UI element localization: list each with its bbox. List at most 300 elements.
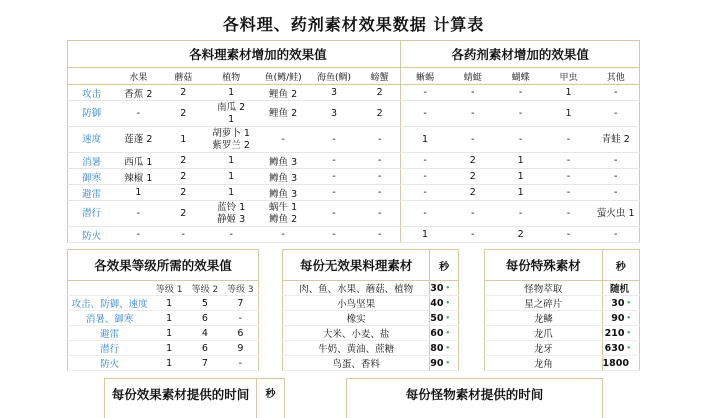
effect-cell — [359, 85, 401, 101]
material-seconds — [602, 341, 639, 356]
effect-cell — [359, 127, 401, 153]
column-header: 蝴蝶 — [497, 68, 545, 85]
material-row — [485, 356, 640, 371]
effect-cell-line: - — [229, 229, 233, 240]
effect-cell-line: - — [136, 229, 141, 240]
effect-cell-line: - — [566, 187, 571, 198]
column-header: 蘑菇 — [161, 68, 205, 85]
effect-cell-line: - — [423, 187, 427, 198]
effect-cell-line: 1 — [135, 187, 142, 198]
seconds-value: 210 • — [605, 328, 629, 339]
level-header: 等级 2 — [187, 281, 223, 296]
effect-cell — [359, 201, 401, 227]
effect-cell-line: 蜗牛 1 — [269, 201, 298, 213]
effect-cell — [115, 169, 161, 185]
effect-cell — [161, 153, 205, 169]
material-name: 肉、鱼、水果、蘑菇、植物 — [283, 281, 430, 296]
material-name: 大米、小麦、盐 — [283, 326, 430, 341]
effect-time-table-header — [104, 378, 285, 418]
column-header: 植物 — [205, 68, 257, 85]
effect-cell — [309, 85, 359, 101]
level-row-label: 消暑、御寒 — [68, 311, 152, 326]
effect-cell — [401, 127, 449, 153]
effect-cell — [545, 185, 593, 201]
effect-cell — [545, 101, 593, 127]
effect-time-title: 每份效果素材提供的时间 — [111, 387, 250, 402]
effect-cell-line: - — [470, 207, 475, 219]
level-value: - — [223, 356, 259, 371]
effect-cell-line: 静姬 3 — [217, 213, 246, 225]
effect-cell-line: - — [332, 171, 336, 182]
column-header: 蜥蜴 — [401, 68, 449, 85]
effect-cell-line: 鳟鱼 3 — [269, 156, 298, 168]
level-header: 等级 1 — [151, 281, 187, 296]
seconds-value: 60 • — [430, 328, 448, 339]
effect-cell-line: - — [566, 229, 571, 240]
effect-cell — [257, 201, 309, 227]
effect-cell — [205, 169, 257, 185]
material-seconds — [602, 281, 639, 296]
level-row — [68, 296, 259, 311]
effect-cell-line: - — [332, 133, 336, 145]
effect-cell-line: - — [423, 171, 427, 182]
level-value: 7 — [187, 356, 223, 371]
material-name: 星之碎片 — [485, 296, 603, 311]
material-row — [485, 311, 640, 326]
effect-cell — [497, 101, 545, 127]
effect-cell — [497, 201, 545, 227]
effect-cell-line: - — [518, 207, 523, 219]
effect-cell-line: 1 — [180, 133, 187, 145]
effect-cell-line: - — [566, 171, 571, 182]
level-row-label: 攻击、防御、速度 — [68, 296, 152, 311]
effect-cell-line: - — [377, 229, 382, 240]
effect-cell-line: - — [332, 187, 336, 198]
effect-row — [68, 201, 640, 227]
effect-cell — [161, 127, 205, 153]
effect-cell-line: 1 — [228, 187, 235, 198]
column-header: 蜻蜓 — [449, 68, 497, 85]
effect-cell-line: - — [470, 87, 475, 98]
effect-row — [68, 169, 640, 185]
level-row — [68, 326, 259, 341]
effect-cell-line: - — [423, 155, 427, 166]
effect-cell — [161, 201, 205, 227]
material-name: 橡实 — [283, 311, 430, 326]
material-name: 怪物萃取 — [485, 281, 603, 296]
column-header: 水果 — [115, 68, 161, 85]
column-header: 海鱼(鲷) — [309, 68, 359, 85]
effect-cell-line: 萤火虫 1 — [596, 207, 635, 219]
seconds-unit-header: 秒 — [256, 379, 284, 418]
seconds-value: 随机 — [609, 284, 629, 295]
effect-cell — [257, 169, 309, 185]
effect-row — [68, 85, 640, 101]
effect-cell — [449, 101, 497, 127]
effect-cell — [359, 185, 401, 201]
effect-cell-line: 1 — [517, 187, 524, 198]
effect-cell-line: 1 — [228, 171, 235, 182]
level-value: 1 — [151, 341, 187, 356]
effect-cell — [205, 85, 257, 101]
effect-cell-line: - — [332, 155, 336, 166]
effect-cell — [205, 153, 257, 169]
material-seconds — [430, 326, 459, 341]
effect-row — [68, 127, 640, 153]
effect-cell-line: 2 — [180, 155, 187, 166]
seconds-value: 30 • — [430, 283, 448, 294]
effect-cell — [497, 169, 545, 185]
effect-cell — [309, 169, 359, 185]
effect-cell-line: - — [614, 87, 618, 98]
effect-row-label: 御寒 — [68, 169, 116, 185]
material-row — [485, 281, 640, 296]
effect-cell — [497, 127, 545, 153]
level-value: 5 — [187, 296, 223, 311]
effect-cell-line: 2 — [469, 171, 476, 182]
level-row-label: 避雷 — [68, 326, 152, 341]
effect-cell-line: - — [281, 133, 285, 145]
material-seconds — [430, 311, 459, 326]
effect-cell — [592, 127, 639, 153]
material-row — [485, 296, 640, 311]
effect-cell — [401, 169, 449, 185]
effect-cell — [257, 101, 309, 127]
effect-cell — [401, 185, 449, 201]
effect-cell-line: 辣椒 1 — [124, 172, 153, 184]
effect-cell — [359, 153, 401, 169]
effect-cell-line: 1 — [422, 133, 429, 145]
effect-cell-line: - — [377, 171, 382, 182]
effect-cell — [309, 201, 359, 227]
material-seconds — [602, 326, 639, 341]
effect-cell-line: - — [377, 133, 382, 145]
effect-cell — [115, 227, 161, 243]
effect-cell — [592, 185, 639, 201]
effect-cell — [401, 201, 449, 227]
level-value: 1 — [151, 356, 187, 371]
effect-cell — [161, 101, 205, 127]
material-row — [283, 356, 459, 371]
effect-cell — [497, 85, 545, 101]
effect-cell — [309, 185, 359, 201]
effect-value-table — [67, 40, 640, 243]
effect-cell-line: 西瓜 1 — [124, 156, 153, 168]
effect-cell-line: - — [566, 207, 571, 219]
effect-cell — [497, 227, 545, 243]
material-row — [283, 311, 459, 326]
effect-cell — [449, 127, 497, 153]
food-section-header: 各料理素材增加的效果值 — [115, 41, 401, 68]
effect-cell-line: 2 — [469, 155, 476, 166]
effect-cell — [115, 101, 161, 127]
effect-cell-line: 青蛙 2 — [601, 133, 630, 145]
effect-cell-line: 3 — [331, 107, 338, 119]
effect-cell — [449, 201, 497, 227]
effect-cell — [309, 101, 359, 127]
level-row — [68, 341, 259, 356]
effect-cell-line: - — [614, 107, 618, 119]
effect-cell-line: 鳟鱼 2 — [269, 213, 298, 225]
effect-cell-line: 紫罗兰 2 — [212, 139, 250, 151]
column-header: 鱼(鳟/鲑) — [257, 68, 309, 85]
effect-cell — [205, 127, 257, 153]
effect-cell-line: - — [518, 133, 523, 145]
seconds-value: 30 • — [611, 298, 629, 309]
effect-cell — [161, 185, 205, 201]
effect-cell — [205, 201, 257, 227]
effect-cell — [592, 101, 639, 127]
effect-cell — [592, 227, 639, 243]
effect-cell — [115, 153, 161, 169]
effect-cell — [545, 127, 593, 153]
column-header: 其他 — [592, 68, 639, 85]
level-table-title: 各效果等级所需的效果值 — [68, 250, 259, 281]
effect-cell — [592, 169, 639, 185]
effect-cell — [309, 227, 359, 243]
level-row — [68, 311, 259, 326]
effect-cell-line: 2 — [180, 207, 187, 219]
effect-cell-line: - — [332, 229, 336, 240]
effect-cell — [205, 185, 257, 201]
effect-row-label: 攻击 — [68, 85, 116, 101]
effect-cell — [497, 185, 545, 201]
seconds-unit-header: 秒 — [602, 250, 639, 281]
effect-cell-line: 3 — [331, 87, 338, 98]
effect-cell — [449, 227, 497, 243]
material-row — [283, 281, 459, 296]
effect-cell-line: 1 — [565, 87, 572, 98]
effect-cell — [161, 169, 205, 185]
effect-cell — [257, 185, 309, 201]
effect-cell-line: 1 — [228, 113, 235, 125]
effect-cell-line: 莲蓬 2 — [124, 133, 153, 145]
potion-section-header: 各药剂素材增加的效果值 — [401, 41, 640, 68]
effect-cell-line: - — [566, 133, 571, 145]
effect-cell-line: 2 — [180, 187, 187, 198]
effect-cell-line: - — [614, 229, 618, 240]
effect-cell — [401, 153, 449, 169]
effect-cell-line: 胡萝卜 1 — [212, 127, 250, 139]
effect-cell — [115, 201, 161, 227]
effect-row-label: 潜行 — [68, 201, 116, 227]
effect-cell-line: - — [332, 207, 336, 219]
special-material-table — [484, 249, 640, 371]
level-value: 9 — [223, 341, 259, 356]
effect-cell-line: - — [614, 187, 618, 198]
effect-cell-line: 1 — [228, 87, 235, 98]
effect-cell-line: 1 — [565, 107, 572, 119]
level-value: 1 — [151, 296, 187, 311]
effect-cell — [449, 85, 497, 101]
effect-cell-line: 1 — [228, 155, 235, 166]
material-name: 龙爪 — [485, 326, 603, 341]
seconds-value: 90 • — [611, 313, 629, 324]
effect-cell — [401, 85, 449, 101]
material-row — [485, 341, 640, 356]
seconds-value: 50 • — [430, 313, 448, 324]
effect-cell-line: - — [423, 207, 427, 219]
page-title: 各料理、药剂素材效果数据 计算表 — [222, 15, 485, 34]
effect-cell-line: 鳟鱼 3 — [269, 172, 298, 184]
material-seconds — [430, 356, 459, 371]
effect-cell — [257, 153, 309, 169]
effect-cell — [401, 101, 449, 127]
level-value: 1 — [151, 326, 187, 341]
effect-cell-line: 1 — [422, 229, 429, 240]
effect-row — [68, 227, 640, 243]
material-seconds — [602, 311, 639, 326]
effect-cell — [257, 85, 309, 101]
effect-cell — [205, 227, 257, 243]
level-value: 4 — [187, 326, 223, 341]
level-row-label: 潜行 — [68, 341, 152, 356]
seconds-value: 40 • — [430, 298, 448, 309]
effect-row — [68, 153, 640, 169]
effect-cell-line: 香蕉 2 — [124, 88, 153, 100]
effect-cell-line: - — [136, 207, 141, 219]
effect-cell-line: 鳟鱼 3 — [269, 188, 298, 200]
material-name: 龙鳞 — [485, 311, 603, 326]
effect-cell — [449, 153, 497, 169]
effect-cell-line: - — [518, 107, 523, 119]
effect-cell — [592, 85, 639, 101]
material-row — [283, 296, 459, 311]
material-name: 龙角 — [485, 356, 603, 371]
material-seconds — [430, 296, 459, 311]
seconds-value: 80 • — [430, 343, 448, 354]
effect-cell-line: - — [566, 155, 571, 166]
effect-cell-line: 2 — [180, 107, 187, 119]
effect-cell-line: - — [423, 87, 427, 98]
effect-row-label: 速度 — [68, 127, 116, 153]
effect-cell — [545, 169, 593, 185]
effect-cell-line: - — [518, 87, 523, 98]
monster-time-title: 每份怪物素材提供的时间 — [405, 387, 544, 402]
effect-cell — [359, 227, 401, 243]
effect-cell-line: 鲤鱼 2 — [269, 88, 298, 100]
level-value: 7 — [223, 296, 259, 311]
material-row — [283, 341, 459, 356]
seconds-value: 1800 — [602, 357, 629, 369]
effect-cell — [497, 153, 545, 169]
material-name: 小鸟坚果 — [283, 296, 430, 311]
effect-row — [68, 185, 640, 201]
material-seconds — [602, 356, 639, 371]
effect-cell — [401, 227, 449, 243]
material-name: 鸟蛋、香料 — [283, 356, 430, 371]
material-row — [283, 326, 459, 341]
level-value: 6 — [187, 341, 223, 356]
no-effect-material-table — [282, 249, 459, 371]
effect-cell-line: - — [423, 107, 427, 119]
corner-cell — [68, 281, 152, 296]
effect-cell-line: 南瓜 2 — [217, 101, 246, 113]
effect-cell — [161, 227, 205, 243]
no-effect-title: 每份无效果料理素材 — [283, 250, 430, 281]
level-row-label: 防火 — [68, 356, 152, 371]
effect-cell-line: - — [470, 107, 475, 119]
corner-cell — [68, 41, 116, 68]
effect-cell-line: 1 — [517, 171, 524, 182]
effect-cell-line: - — [377, 155, 382, 166]
effect-cell — [545, 153, 593, 169]
effect-row-label: 避雷 — [68, 185, 116, 201]
effect-cell-line: 1 — [517, 155, 524, 166]
effect-cell-line: 蓝铃 1 — [217, 201, 246, 213]
material-seconds — [602, 296, 639, 311]
effect-cell — [257, 227, 309, 243]
effect-cell-line: - — [614, 171, 618, 182]
effect-cell — [309, 153, 359, 169]
effect-cell — [592, 201, 639, 227]
level-header: 等级 3 — [223, 281, 259, 296]
effect-row-label: 防御 — [68, 101, 116, 127]
effect-cell — [359, 101, 401, 127]
material-name: 牛奶、黄油、蔗糖 — [283, 341, 430, 356]
material-row — [485, 326, 640, 341]
effect-cell — [359, 169, 401, 185]
effect-cell — [545, 227, 593, 243]
effect-cell-line: 鲤鱼 2 — [269, 107, 298, 119]
seconds-unit-header: 秒 — [430, 250, 459, 281]
seconds-value: 90 • — [430, 358, 448, 369]
effect-cell — [545, 85, 593, 101]
effect-cell-line: - — [470, 133, 475, 145]
level-value: 1 — [151, 311, 187, 326]
effect-cell-line: 2 — [376, 107, 383, 119]
effect-cell-line: - — [181, 229, 185, 240]
material-name: 龙牙 — [485, 341, 603, 356]
effect-cell — [309, 127, 359, 153]
column-header: 甲虫 — [545, 68, 593, 85]
monster-time-table-header — [346, 378, 603, 418]
seconds-value: 630 • — [605, 343, 629, 354]
material-seconds — [430, 341, 459, 356]
effect-cell — [592, 153, 639, 169]
level-value: 6 — [223, 326, 259, 341]
effect-row-label: 消暑 — [68, 153, 116, 169]
level-value: 6 — [187, 311, 223, 326]
effect-cell — [449, 185, 497, 201]
effect-cell-line: 2 — [180, 171, 187, 182]
effect-cell — [115, 85, 161, 101]
effect-cell-line: - — [281, 229, 285, 240]
effect-cell — [449, 169, 497, 185]
corner-cell — [68, 68, 116, 85]
effect-cell-line: 2 — [376, 87, 383, 98]
effect-cell-line: - — [614, 155, 618, 166]
effect-cell-line: 2 — [469, 187, 476, 198]
effect-cell — [161, 85, 205, 101]
level-requirement-table — [67, 249, 259, 371]
effect-cell-line: - — [470, 229, 475, 240]
effect-row — [68, 101, 640, 127]
material-seconds — [430, 281, 459, 296]
effect-row-label: 防火 — [68, 227, 116, 243]
effect-cell — [545, 201, 593, 227]
effect-cell-line: - — [136, 107, 141, 119]
effect-cell-line: 2 — [517, 229, 524, 240]
level-row — [68, 356, 259, 371]
effect-cell — [115, 127, 161, 153]
column-header: 螃蟹 — [359, 68, 401, 85]
effect-cell — [205, 101, 257, 127]
effect-cell-line: - — [377, 207, 382, 219]
effect-cell — [257, 127, 309, 153]
special-title: 每份特殊素材 — [485, 250, 603, 281]
effect-cell — [115, 185, 161, 201]
